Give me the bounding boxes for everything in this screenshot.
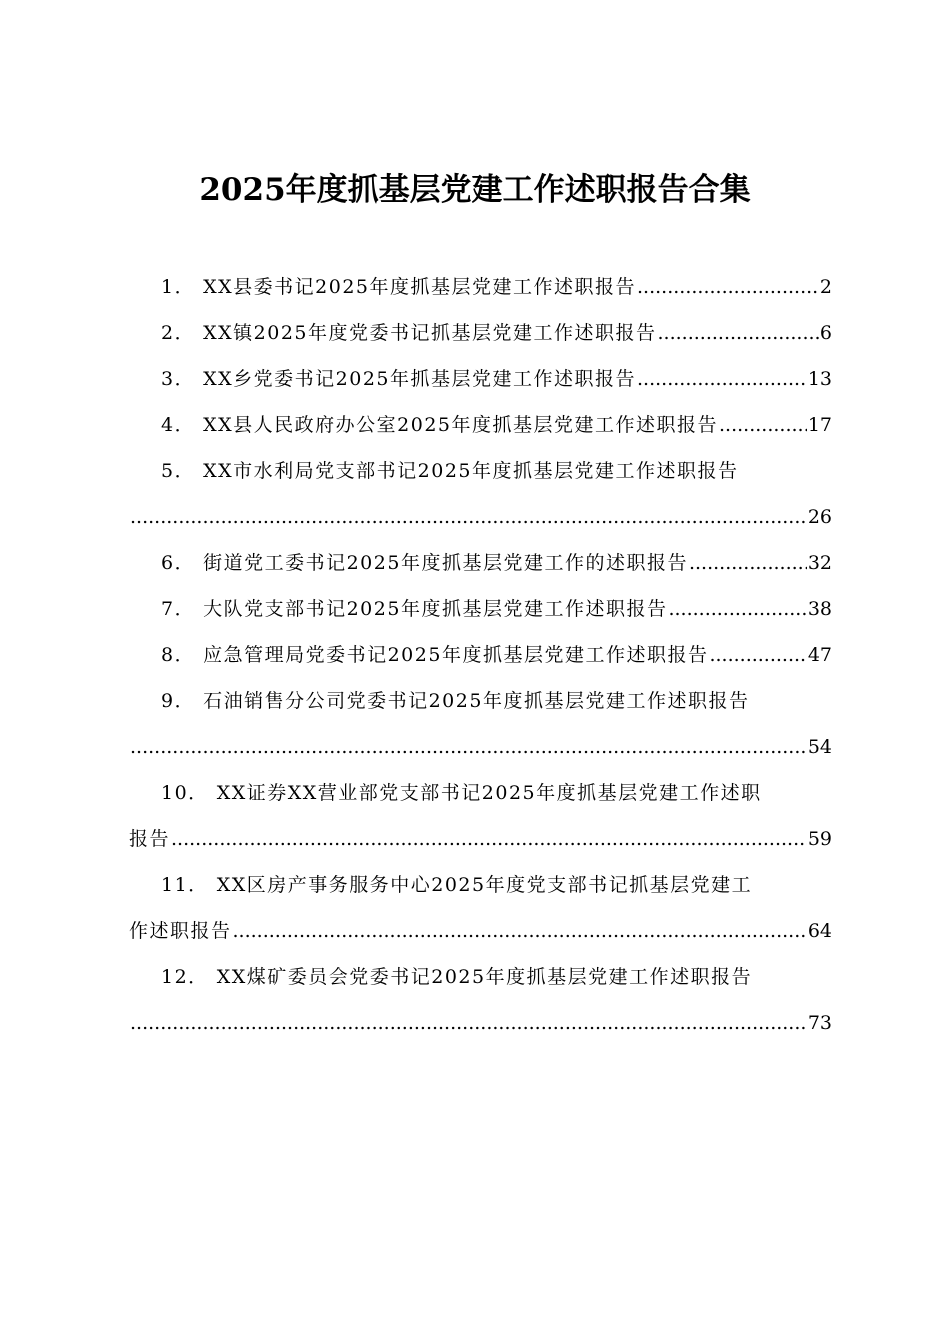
document-title: 2025年度抓基层党建工作述职报告合集 <box>199 172 751 208</box>
toc-page-number: 6 <box>819 322 832 344</box>
toc-entry-9[interactable] <box>129 678 832 770</box>
toc-entry-number: 7． <box>161 598 196 620</box>
toc-entry-title: 大队党支部书记2025年度抓基层党建工作述职报告 <box>203 598 668 620</box>
toc-entry-number: 3． <box>161 368 196 390</box>
toc-entry-number: 9． <box>161 690 196 712</box>
toc-leader-dots <box>709 632 806 678</box>
toc-leader-dots <box>130 724 807 770</box>
toc-entry-6[interactable] <box>129 540 832 586</box>
toc-page-number: 2 <box>819 276 832 298</box>
toc-page-number: 32 <box>807 552 832 574</box>
toc-page-number: 73 <box>807 1012 832 1034</box>
toc-entry-title: XX县人民政府办公室2025年度抓基层党建工作述职报告 <box>203 414 719 436</box>
toc-entry-number: 12． <box>161 966 209 988</box>
toc-page-number: 38 <box>807 598 832 620</box>
toc-entry-title: XX煤矿委员会党委书记2025年度抓基层党建工作述职报告 <box>216 966 753 988</box>
toc-entry-3[interactable] <box>129 356 832 402</box>
toc-entry-title: 街道党工委书记2025年度抓基层党建工作的述职报告 <box>203 552 688 574</box>
toc-entry-title: XX区房产事务服务中心2025年度党支部书记抓基层党建工 <box>216 874 753 896</box>
toc-entry-title: XX县委书记2025年度抓基层党建工作述职报告 <box>203 276 637 298</box>
toc-entry-12[interactable] <box>129 954 832 1046</box>
toc-page-number: 47 <box>807 644 832 666</box>
toc-page-number: 17 <box>807 414 832 436</box>
toc-entry-4[interactable] <box>129 402 832 448</box>
toc-entry-number: 11． <box>161 874 209 896</box>
table-of-contents <box>129 264 832 1046</box>
toc-leader-dots <box>171 816 807 862</box>
toc-leader-dots <box>637 356 807 402</box>
toc-leader-dots <box>130 1000 807 1046</box>
toc-entry-1[interactable] <box>129 264 832 310</box>
toc-page-number: 59 <box>807 828 832 850</box>
toc-entry-number: 6． <box>161 552 196 574</box>
toc-entry-title-continued: 作述职报告 <box>129 920 232 942</box>
toc-leader-dots <box>637 264 819 310</box>
toc-entry-number: 2． <box>161 322 196 344</box>
toc-leader-dots <box>233 908 807 954</box>
toc-entry-8[interactable] <box>129 632 832 678</box>
toc-leader-dots <box>689 540 807 586</box>
toc-entry-7[interactable] <box>129 586 832 632</box>
toc-page-number: 54 <box>807 736 832 758</box>
toc-entry-number: 5． <box>161 460 196 482</box>
toc-page-number: 13 <box>807 368 832 390</box>
toc-entry-number: 10． <box>161 782 209 804</box>
toc-leader-dots <box>668 586 806 632</box>
toc-entry-number: 8． <box>161 644 196 666</box>
toc-entry-title: 石油销售分公司党委书记2025年度抓基层党建工作述职报告 <box>203 690 750 712</box>
toc-entry-11[interactable] <box>129 862 832 954</box>
toc-entry-5[interactable] <box>129 448 832 540</box>
toc-page-number: 26 <box>807 506 832 528</box>
toc-entry-title: 应急管理局党委书记2025年度抓基层党建工作述职报告 <box>203 644 709 666</box>
toc-entry-title: XX镇2025年度党委书记抓基层党建工作述职报告 <box>203 322 657 344</box>
toc-entry-number: 4． <box>161 414 196 436</box>
toc-leader-dots <box>130 494 807 540</box>
toc-entry-title: XX乡党委书记2025年抓基层党建工作述职报告 <box>203 368 637 390</box>
toc-entry-2[interactable] <box>129 310 832 356</box>
toc-entry-title: XX证券XX营业部党支部书记2025年度抓基层党建工作述职 <box>216 782 762 804</box>
toc-entry-number: 1． <box>161 276 196 298</box>
toc-leader-dots <box>719 402 807 448</box>
toc-leader-dots <box>658 310 819 356</box>
toc-entry-title: XX市水利局党支部书记2025年度抓基层党建工作述职报告 <box>203 460 739 482</box>
toc-entry-10[interactable] <box>129 770 832 862</box>
toc-entry-title-continued: 报告 <box>129 828 171 850</box>
toc-page-number: 64 <box>807 920 832 942</box>
